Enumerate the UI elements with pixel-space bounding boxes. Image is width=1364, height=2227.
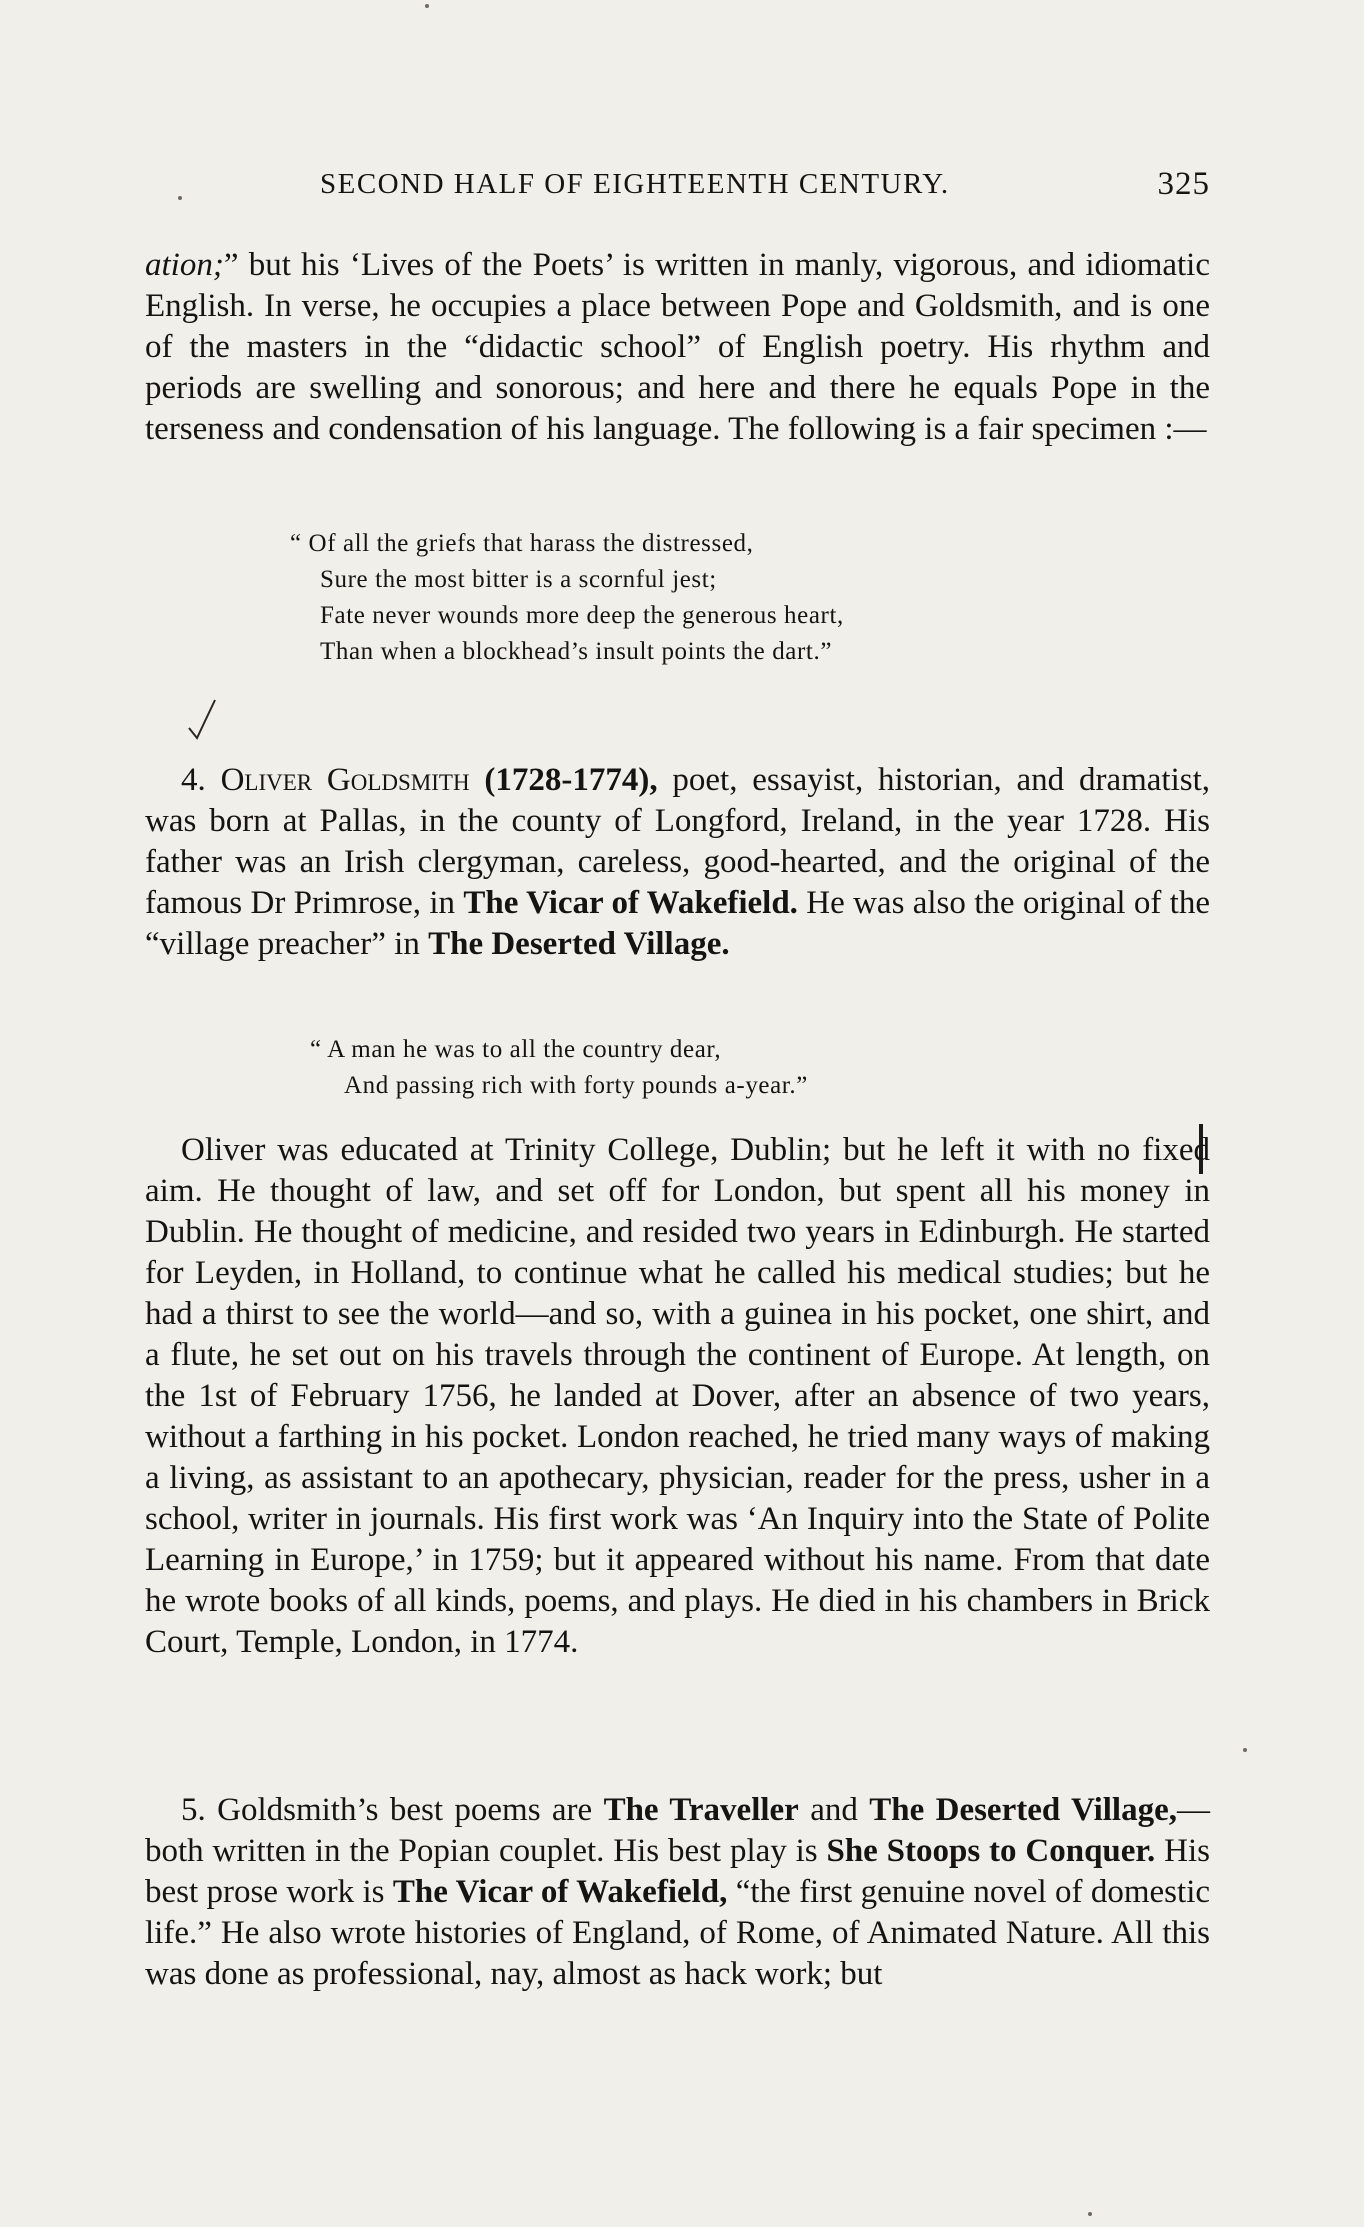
- paper-speck: [1243, 1748, 1247, 1752]
- author-dates: (1728-1774),: [484, 762, 658, 798]
- work-title: The Traveller: [603, 1792, 799, 1828]
- author-name: Oliver Goldsmith: [220, 762, 470, 798]
- running-head-title: SECOND HALF OF EIGHTEENTH CENTURY.: [320, 168, 950, 200]
- section-text: He was also the original of the “village preacher” in: [145, 885, 1211, 962]
- paper-speck: [425, 4, 429, 8]
- section-number: 4.: [181, 762, 206, 798]
- section-5-works: [145, 1790, 1210, 1995]
- section-text: His best prose work is: [145, 1833, 1210, 1910]
- paragraph-johnson-continued: [145, 245, 1210, 450]
- section-text: poet, essayist, historian, and dramatist, was born at Pallas, in the county of Longford, Ireland, in the year 1728. His father was an Irish clergyman, careless, good-hearted, and the original of the famous Dr Primrose, in: [145, 762, 1211, 921]
- section-text: 5. Goldsmith’s best poems are: [181, 1792, 604, 1828]
- paper-speck: [178, 196, 182, 200]
- verse-line: “ Of all the griefs that harass the distressed,: [290, 530, 754, 557]
- verse-line: Sure the most bitter is a scornful jest;: [320, 566, 717, 593]
- quoted-verse-johnson: [290, 526, 844, 670]
- section-text: and: [798, 1792, 870, 1828]
- work-title: The Vicar of Wakefield.: [463, 885, 798, 921]
- work-title: The Deserted Village,: [869, 1792, 1177, 1828]
- quoted-verse-goldsmith: [310, 1032, 808, 1104]
- margin-pencil-mark: [185, 698, 221, 740]
- paragraph-text: ” but his ‘Lives of the Poets’ is written in manly, vigorous, and idiomatic English. In verse, he occupies a place between Pope and Goldsmith, and is one of the masters in the “didactic school” of English poetry. His rhythm and periods are swelling and sonorous; and here and there he equals Pope in the terseness and condensation of his language. The following is a fair specimen :—: [145, 247, 1210, 447]
- section-4-goldsmith: [145, 760, 1210, 965]
- verse-line: Than when a blockhead’s insult points the dart.”: [320, 638, 833, 665]
- paragraph-text: Oliver was educated at Trinity College, Dublin; but he left it with no fixed aim. He thought of law, and set off for London, but spent all his money in Dublin. He thought of medicine, and resided two years in Edinburgh. He started for Leyden, in Holland, to continue what he called his medical studies; but he had a thirst to see the world—and so, with a guinea in his pocket, one shirt, and a flute, he set out on his travels through the continent of Europe. At length, on the 1st of February 1756, he landed at Dover, after an absence of two years, without a farthing in his pocket. London reached, he tried many ways of making a living, as assistant to an apothecary, physician, reader for the press, usher in a school, writer in journals. His first work was ‘An Inquiry into the State of Polite Learning in Europe,’ in 1759; but it appeared without his name. From that date he wrote books of all kinds, poems, and plays. He died in his chambers in Brick Court, Temple, London, in 1774.: [145, 1132, 1210, 1660]
- work-title: She Stoops to Conquer.: [826, 1833, 1156, 1869]
- verse-line: And passing rich with forty pounds a-year.”: [344, 1072, 808, 1099]
- section-text: “the first genuine novel of domestic life.” He also wrote histories of England, of Rome, of Animated Nature. All this was done as professional, nay, almost as hack work; but: [145, 1874, 1211, 1992]
- italic-fragment: ation;: [145, 247, 224, 283]
- work-title: The Vicar of Wakefield,: [392, 1874, 728, 1910]
- paper-speck: [1088, 2212, 1092, 2216]
- running-head: [145, 168, 1210, 214]
- verse-line: “ A man he was to all the country dear,: [310, 1036, 722, 1063]
- work-title: The Deserted Village.: [428, 926, 730, 962]
- section-text: —both written in the Popian couplet. His best play is: [145, 1792, 1210, 1869]
- verse-line: Fate never wounds more deep the generous heart,: [320, 602, 844, 629]
- paragraph-oliver-life: [145, 1130, 1210, 1663]
- page-number: 325: [1157, 166, 1210, 202]
